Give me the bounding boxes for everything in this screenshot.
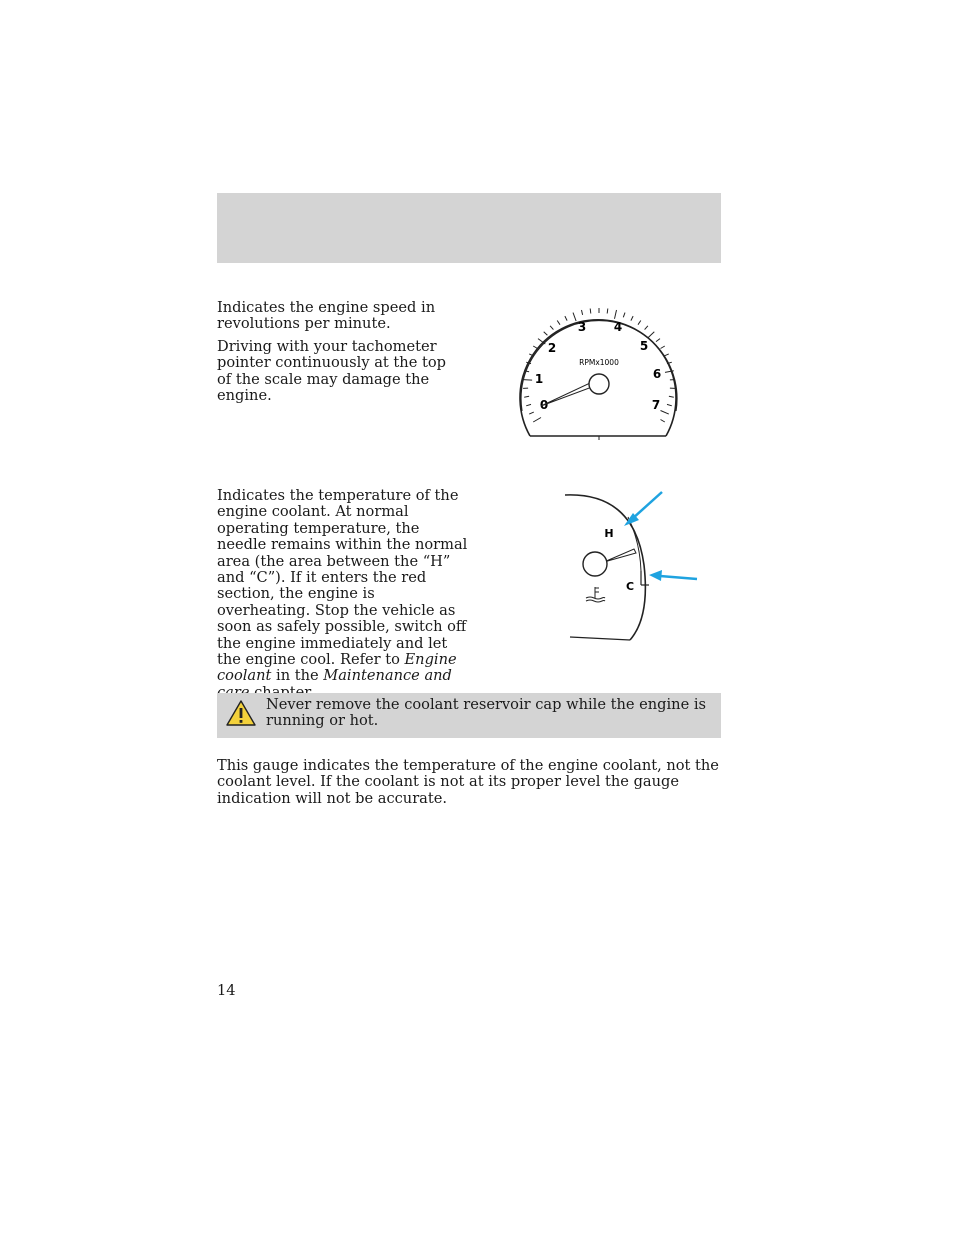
temp-hot-label: H	[604, 527, 614, 540]
tach-tick	[582, 310, 583, 315]
tach-tick	[524, 396, 529, 397]
text-in-the: in the	[271, 667, 324, 685]
tach-tick	[590, 309, 591, 314]
tach-tick	[529, 412, 534, 414]
tach-tick	[557, 321, 560, 325]
temp-needle	[604, 549, 636, 562]
cold-indicator-arrow	[649, 570, 697, 581]
tach-tick	[533, 418, 541, 423]
tach-label-7: 7	[651, 398, 661, 412]
tach-label-1: 1	[534, 372, 544, 386]
temperature-description	[217, 488, 469, 701]
section-header-bar	[217, 193, 721, 263]
tach-tick	[631, 316, 633, 321]
warning-box	[217, 693, 721, 738]
tach-unit-label: RPMx1000	[579, 358, 619, 367]
temp-cold-label: C	[625, 580, 635, 593]
tach-tick	[523, 380, 532, 381]
page-number: 14	[217, 982, 236, 999]
tach-tick	[565, 316, 567, 321]
temperature-description-text: Indicates the temperature of the engine coolant. At normal operating temperature, the needle remains within the normal area (the area between the “H” and “C”). If it enters the red section, the engine is overheating. Stop the vehicle as soon as safely possible, switch off the engine immediately and let the engine cool. Refer to	[217, 487, 468, 669]
tach-needle	[541, 383, 592, 406]
tach-tick	[656, 339, 660, 342]
tach-tick	[661, 346, 665, 349]
tach-tick	[607, 309, 608, 314]
tach-tick	[544, 332, 548, 336]
warning-triangle-icon	[225, 699, 257, 727]
gauge-note: This gauge indicates the temperature of the engine coolant, not the coolant level. If the coolant is not at its proper level the gauge indication will not be accurate.	[217, 757, 719, 807]
tach-tick	[648, 332, 655, 338]
tach-tick	[526, 404, 531, 405]
tach-label-0: 0	[539, 398, 549, 412]
temperature-gauge	[560, 487, 705, 645]
tach-tick	[638, 321, 641, 325]
tach-label-3: 3	[577, 320, 587, 334]
warning-text: Never remove the coolant reservoir cap while the engine is running or hot.	[266, 696, 707, 730]
tach-label-5: 5	[639, 339, 649, 353]
coolant-temperature-icon	[586, 587, 605, 602]
tach-label-6: 6	[652, 367, 662, 381]
tach-label-2: 2	[547, 341, 557, 355]
tach-tick	[664, 354, 669, 356]
tach-tick	[623, 313, 625, 318]
tachometer-description: Indicates the engine speed in revolutions per minute.	[217, 299, 436, 333]
tachometer-warning: Driving with your tachometer pointer continuously at the top of the scale may damage the engine.	[217, 338, 446, 405]
tach-tick	[550, 326, 553, 330]
maintenance-and-care-reference: Maintenance and	[323, 667, 452, 685]
tach-label-4: 4	[613, 320, 623, 334]
tach-tick	[669, 396, 674, 397]
tach-tick	[661, 420, 665, 423]
tach-tick	[645, 326, 648, 330]
tach-tick	[573, 313, 576, 321]
tach-tick	[533, 346, 537, 349]
tach-hub	[589, 374, 609, 394]
tachometer-gauge	[513, 303, 685, 445]
tach-tick	[667, 404, 672, 405]
temp-hub	[583, 552, 607, 576]
hot-indicator-arrow	[624, 492, 662, 526]
tach-tick	[661, 411, 669, 415]
engine-coolant-reference: Engine coolant	[217, 651, 457, 685]
tach-tick	[615, 310, 617, 319]
